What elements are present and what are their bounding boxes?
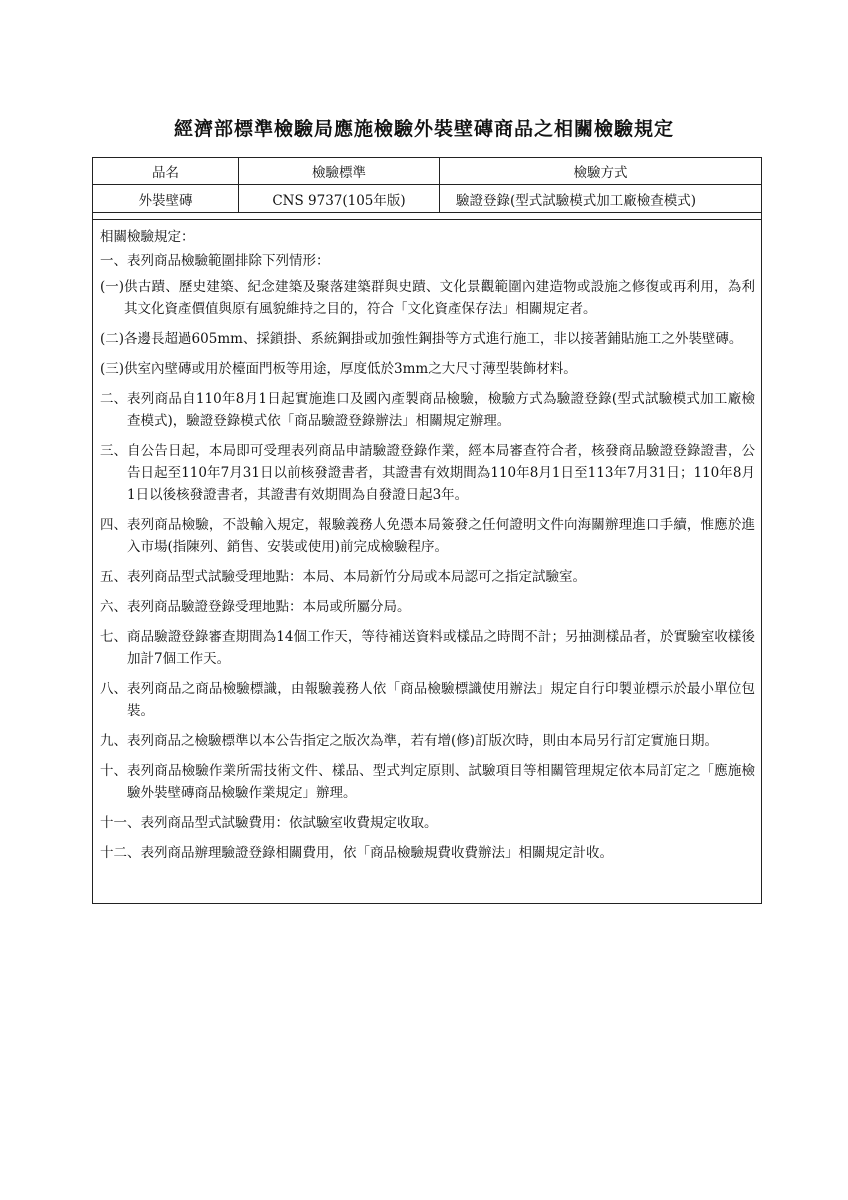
rule-item [100,760,755,804]
rule-number: (三) [100,361,125,377]
rule-item [100,730,755,752]
rule-number: 三、 [100,443,127,459]
rule-text: 各邊長超過605mm、採鎖掛、系統鋼掛或加強性鋼掛等方式進行施工，非以接著鋪貼施工之外裝壁磚。 [124,331,743,347]
rule-item [100,250,755,272]
rule-item [100,678,755,722]
rule-number: 八、 [100,681,127,697]
header-inspection-method: 檢驗方式 [440,158,762,185]
rule-item [100,388,755,432]
rule-number: (二) [100,331,125,347]
rule-text: 供古蹟、歷史建築、紀念建築及聚落建築群與史蹟、文化景觀範圍內建造物或設施之修復或再利用，為利其文化資產價值與原有風貌維持之目的，符合「文化資產保存法」相關規定者。 [124,279,755,317]
rule-number: 七、 [100,629,127,645]
table-row [93,185,761,213]
cell-inspection-method: 驗證登錄(型式試驗模式加工廠檢查模式) [440,185,762,213]
header-product-name: 品名 [93,158,239,185]
product-table [93,158,761,213]
regulation-document [92,157,762,904]
rule-item [100,566,755,588]
rule-text: 表列商品型式試驗費用：依試驗室收費規定收取。 [140,815,438,831]
rule-text: 表列商品型式試驗受理地點：本局、本局新竹分局或本局認可之指定試驗室。 [127,569,586,585]
rules-section [93,220,761,864]
rule-number: (一) [100,279,125,295]
rule-number: 五、 [100,569,127,585]
rule-number: 十、 [100,763,127,779]
rule-number: 二、 [100,391,127,407]
rule-text: 表列商品驗證登錄受理地點：本局或所屬分局。 [127,599,411,615]
rule-text: 供室內壁磚或用於檯面門板等用途，厚度低於3mm之大尺寸薄型裝飾材料。 [124,361,577,377]
document-title: 經濟部標準檢驗局應施檢驗外裝壁磚商品之相關檢驗規定 [173,118,674,140]
rule-item [100,812,755,834]
rule-text: 表列商品之商品檢驗標識，由報驗義務人依「商品檢驗標識使用辦法」規定自行印製並標示於最小單位包裝。 [127,681,755,719]
rule-item [100,358,755,380]
rule-text: 商品驗證登錄審查期間為14個工作天，等待補送資料或樣品之時間不計；另抽測樣品者，於實驗室收樣後加計7個工作天。 [127,629,755,667]
cell-product-name: 外裝壁磚 [93,185,239,213]
rule-item [100,596,755,618]
rule-text: 自公告日起，本局即可受理表列商品申請驗證登錄作業，經本局審查符合者，核發商品驗證登錄證書，公告日起至110年7月31日以前核發證書者，其證書有效期間為110年8月1日至113年7月31日；110年8月1日以後核發證書者，其證書有效期間為自發證日起3年。 [127,443,755,503]
table-divider [93,213,761,220]
rules-title: 相關檢驗規定： [100,229,195,245]
rule-item [100,276,755,320]
rule-number: 四、 [100,517,127,533]
cell-inspection-standard: CNS 9737(105年版) [239,185,440,213]
rule-text: 表列商品自110年8月1日起實施進口及國內產製商品檢驗，檢驗方式為驗證登錄(型式試驗模式加工廠檢查模式)，驗證登錄模式依「商品驗證登錄辦法」相關規定辦理。 [127,391,755,429]
rule-text: 表列商品檢驗，不設輸入規定，報驗義務人免憑本局簽發之任何證明文件向海關辦理進口手續，惟應於進入市場(指陳列、銷售、安裝或使用)前完成檢驗程序。 [127,517,755,555]
table-header-row [93,158,761,185]
rule-item [100,842,755,864]
rule-text: 表列商品之檢驗標準以本公告指定之版次為準，若有增(修)訂版次時，則由本局另行訂定實施日期。 [127,733,719,749]
rule-number: 九、 [100,733,127,749]
rule-item [100,328,755,350]
rule-number: 六、 [100,599,127,615]
rule-item [100,514,755,558]
rule-number: 十二、 [100,845,141,861]
rule-text: 表列商品辦理驗證登錄相關費用，依「商品檢驗規費收費辦法」相關規定計收。 [140,845,613,861]
rule-text: 表列商品檢驗作業所需技術文件、樣品、型式判定原則、試驗項目等相關管理規定依本局訂定之「應施檢驗外裝壁磚商品檢驗作業規定」辦理。 [127,763,755,801]
rule-number: 十一、 [100,815,141,831]
header-inspection-standard: 檢驗標準 [239,158,440,185]
rule-text: 表列商品檢驗範圍排除下列情形： [127,253,330,269]
rule-number: 一、 [100,253,127,269]
rule-item [100,440,755,506]
rules-list [100,250,755,864]
rule-item [100,626,755,670]
